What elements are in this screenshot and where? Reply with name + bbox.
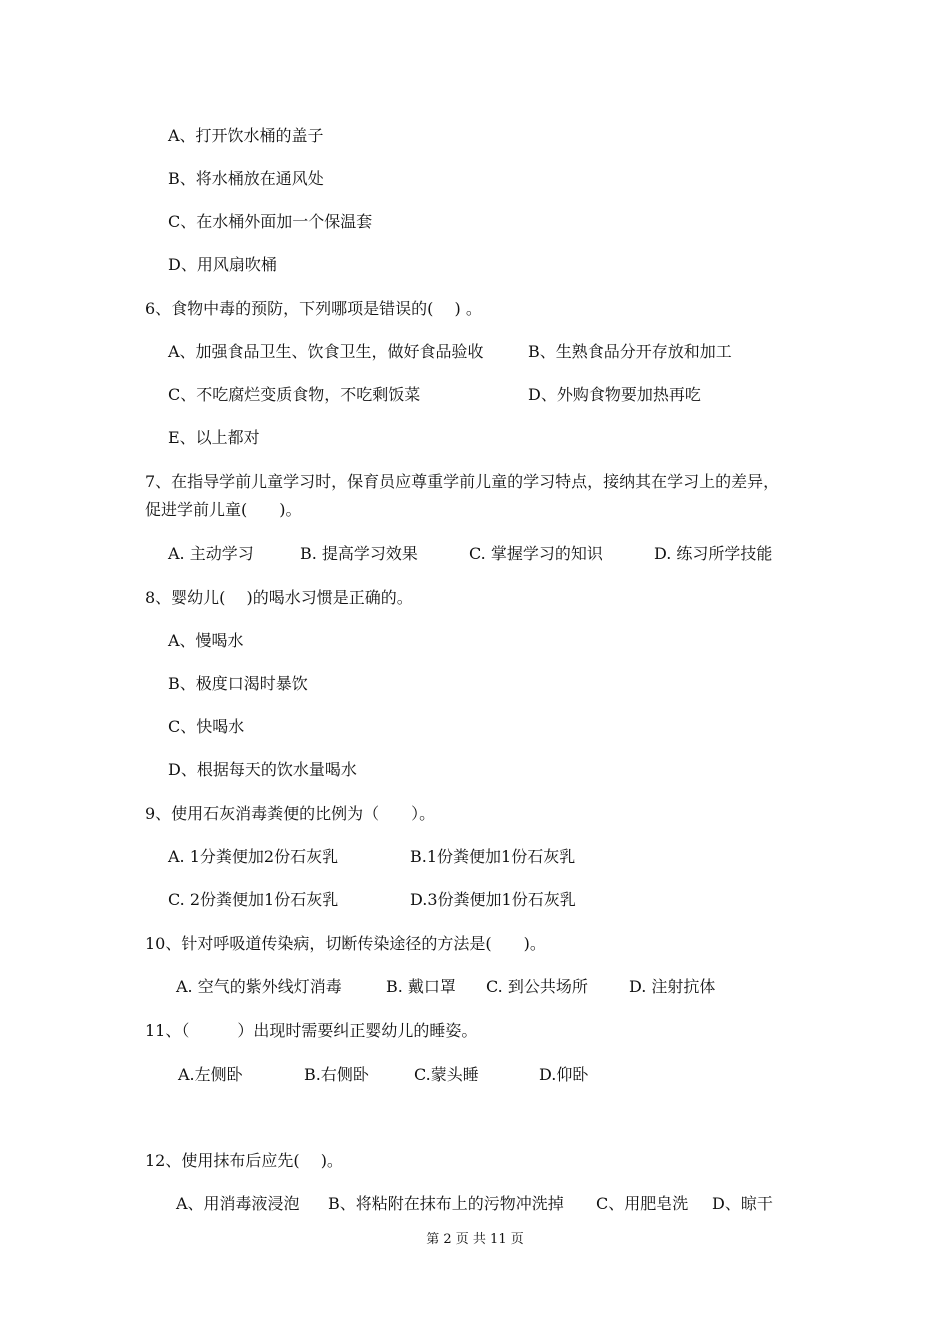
q6-stem: 6、食物中毒的预防，下列哪项是错误的( ) 。 — [145, 299, 482, 318]
q12-option-a: A、用消毒液浸泡 — [176, 1194, 300, 1213]
q6-option-a: A、加强食品卫生、饮食卫生，做好食品验收 — [168, 342, 484, 361]
q12-stem: 12、使用抹布后应先( )。 — [145, 1151, 343, 1170]
q8-option-c: C、快喝水 — [168, 717, 245, 736]
q8-option-d: D、根据每天的饮水量喝水 — [168, 760, 357, 779]
q9-option-d: D.3份粪便加1份石灰乳 — [410, 890, 576, 909]
q5-option-b: B、将水桶放在通风处 — [168, 169, 324, 188]
q5-option-a: A、打开饮水桶的盖子 — [168, 126, 324, 145]
q12-option-b: B、将粘附在抹布上的污物冲洗掉 — [328, 1194, 564, 1213]
q8-option-a: A、慢喝水 — [168, 631, 244, 650]
q10-stem: 10、针对呼吸道传染病，切断传染途径的方法是( )。 — [145, 934, 546, 953]
q12-option-c: C、用肥皂洗 — [596, 1194, 689, 1213]
q8-option-b: B、极度口渴时暴饮 — [168, 674, 308, 693]
q7-option-a: A. 主动学习 — [168, 544, 254, 563]
q11-option-c: C.蒙头睡 — [414, 1065, 479, 1084]
q10-option-b: B. 戴口罩 — [386, 977, 456, 996]
q7-stem-line2: 促进学前儿童( )。 — [145, 500, 302, 519]
q7-option-d: D. 练习所学技能 — [654, 544, 773, 563]
q7-option-c: C. 掌握学习的知识 — [469, 544, 603, 563]
q7-option-b: B. 提高学习效果 — [300, 544, 418, 563]
q10-option-c: C. 到公共场所 — [486, 977, 588, 996]
q12-option-d: D、晾干 — [712, 1194, 773, 1213]
q11-stem: 11、（ ）出现时需要纠正婴幼儿的睡姿。 — [145, 1021, 478, 1040]
q6-option-e: E、以上都对 — [168, 428, 260, 447]
q7-stem-line1: 7、在指导学前儿童学习时，保育员应尊重学前儿童的学习特点，接纳其在学习上的差异， — [145, 472, 780, 491]
q5-option-c: C、在水桶外面加一个保温套 — [168, 212, 373, 231]
q11-option-b: B.右侧卧 — [304, 1065, 369, 1084]
q10-option-d: D. 注射抗体 — [629, 977, 716, 996]
q8-stem: 8、婴幼儿( )的喝水习惯是正确的。 — [145, 588, 413, 607]
q6-option-d: D、外购食物要加热再吃 — [528, 385, 701, 404]
q11-option-a: A.左侧卧 — [178, 1065, 243, 1084]
q6-option-c: C、不吃腐烂变质食物，不吃剩饭菜 — [168, 385, 421, 404]
q10-option-a: A. 空气的紫外线灯消毒 — [176, 977, 342, 996]
q9-option-a: A. 1分粪便加2份石灰乳 — [168, 847, 339, 866]
q9-option-c: C. 2份粪便加1份石灰乳 — [168, 890, 339, 909]
q11-option-d: D.仰卧 — [539, 1065, 589, 1084]
q9-stem: 9、使用石灰消毒粪便的比例为（ ）。 — [145, 804, 436, 823]
q6-option-b: B、生熟食品分开存放和加工 — [528, 342, 732, 361]
q9-option-b: B.1份粪便加1份石灰乳 — [410, 847, 576, 866]
page-number-footer: 第 2 页 共 11 页 — [426, 1232, 524, 1247]
q5-option-d: D、用风扇吹桶 — [168, 255, 277, 274]
